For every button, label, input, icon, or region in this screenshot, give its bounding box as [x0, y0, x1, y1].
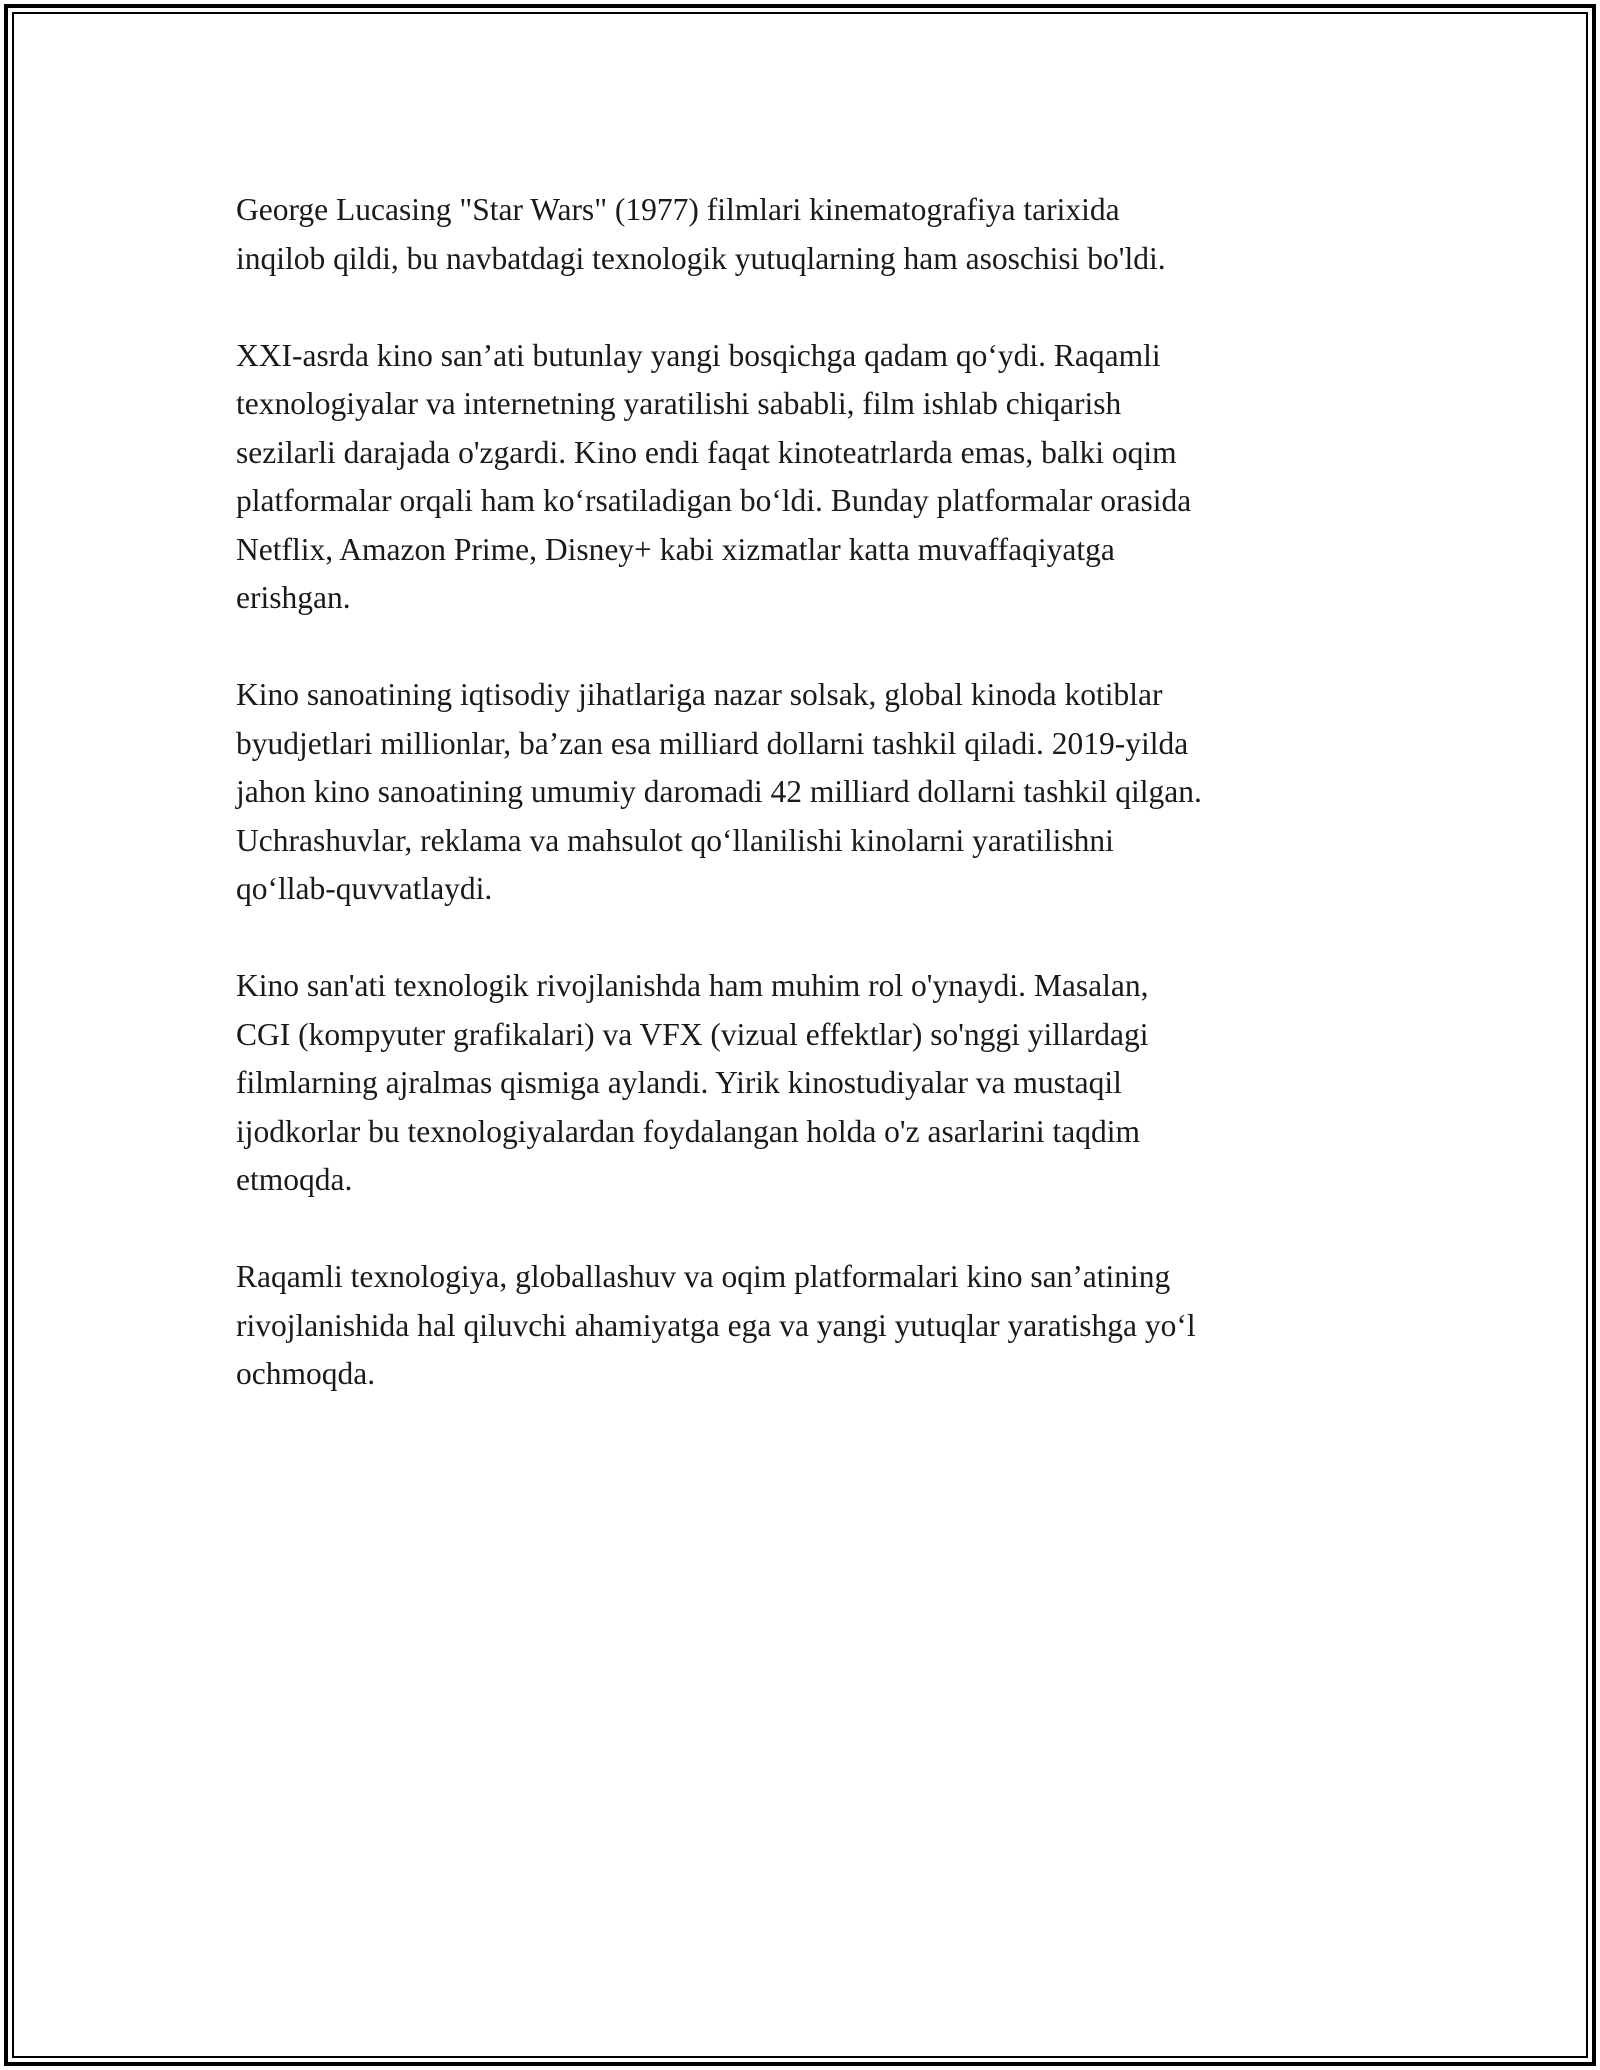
- paragraph: [236, 1253, 1376, 1399]
- text-line: George Lucasing "Star Wars" (1977) filmlari kinematografiya tarixida: [236, 192, 1120, 227]
- text-line: byudjetlari millionlar, ba’zan esa milliard dollarni tashkil qiladi. 2019-yilda: [236, 725, 1189, 761]
- text-line: rivojlanishida hal qiluvchi ahamiyatga ega va yangi yutuqlar yaratishga yo‘l: [236, 1307, 1196, 1343]
- text-line: XXI-asrda kino san’ati butunlay yangi bosqichga qadam qo‘ydi. Raqamli: [236, 337, 1161, 373]
- text-line: erishgan.: [236, 580, 351, 615]
- text-line: qo‘llab-quvvatlaydi.: [236, 871, 493, 906]
- text-line: Raqamli texnologiya, globallashuv va oqim platformalari kino san’atining: [236, 1259, 1171, 1294]
- text-line: texnologiyalar va internetning yaratilishi sababli, film ishlab chiqarish: [236, 386, 1122, 421]
- paragraph: [236, 186, 1376, 283]
- text-line: filmlarning ajralmas qismiga aylandi. Yirik kinostudiyalar va mustaqil: [236, 1065, 1122, 1100]
- text-line: etmoqda.: [236, 1162, 353, 1197]
- paragraph: [236, 332, 1376, 623]
- paragraph: [236, 962, 1376, 1205]
- paragraph: [236, 671, 1376, 914]
- text-line: inqilob qildi, bu navbatdagi texnologik yutuqlarning ham asoschisi bo'ldi.: [236, 240, 1166, 276]
- text-line: CGI (kompyuter grafikalari) va VFX (vizual effektlar) so'nggi yillardagi: [236, 1016, 1149, 1052]
- text-line: platformalar orqali ham ko‘rsatiladigan bo‘ldi. Bunday platformalar orasida: [236, 483, 1192, 518]
- text-line: Uchrashuvlar, reklama va mahsulot qo‘llanilishi kinolarni yaratilishni: [236, 822, 1114, 858]
- text-line: jahon kino sanoatining umumiy daromadi 42 milliard dollarni tashkil qilgan.: [236, 774, 1202, 809]
- text-line: ijodkorlar bu texnologiyalardan foydalangan holda o'z asarlarini taqdim: [236, 1113, 1141, 1149]
- text-line: Kino sanoatining iqtisodiy jihatlariga nazar solsak, global kinoda kotiblar: [236, 677, 1163, 712]
- text-line: sezilarli darajada o'zgardi. Kino endi faqat kinoteatrlarda emas, balki oqim: [236, 434, 1177, 470]
- text-line: ochmoqda.: [236, 1356, 376, 1391]
- text-line: Kino san'ati texnologik rivojlanishda ham muhim rol o'ynaydi. Masalan,: [236, 968, 1149, 1003]
- document-body: [236, 186, 1376, 1447]
- text-line: Netflix, Amazon Prime, Disney+ kabi xizmatlar katta muvaffaqiyatga: [236, 531, 1115, 567]
